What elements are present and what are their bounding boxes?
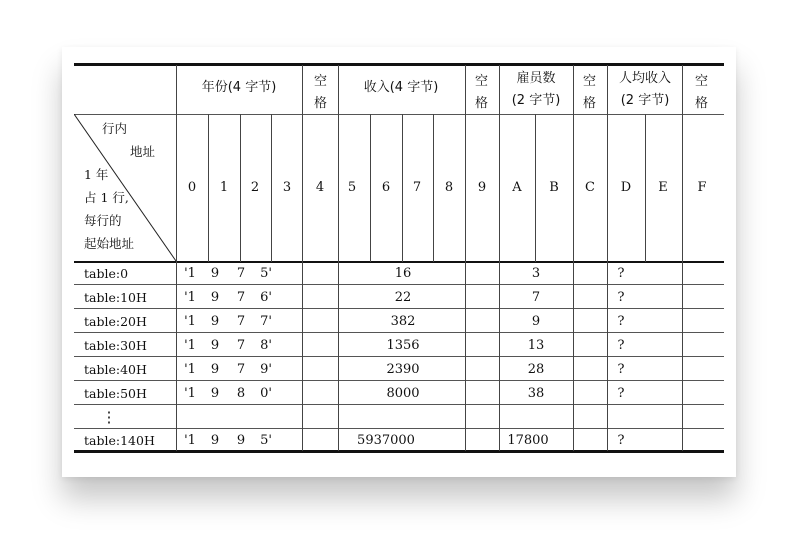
corner-label-per-row: 占 1 行, xyxy=(84,190,129,205)
per-capita-value: ? xyxy=(617,433,625,448)
row-divider xyxy=(74,284,724,285)
column-divider xyxy=(645,114,646,262)
year-byte: 7 xyxy=(236,266,246,281)
column-divider xyxy=(573,65,574,451)
year-byte: 7 xyxy=(236,290,246,305)
space-header-2: 空格 xyxy=(475,74,489,111)
column-divider xyxy=(499,65,500,451)
per-capita-value: ? xyxy=(617,266,625,281)
row-address: table:20H xyxy=(84,314,147,329)
year-byte: '1 xyxy=(184,362,196,377)
year-byte: '1 xyxy=(184,290,196,305)
year-byte: 7 xyxy=(236,338,246,353)
column-divider xyxy=(370,114,371,262)
corner-label-each-row: 每行的 xyxy=(84,213,122,228)
income-value: 382 xyxy=(390,314,416,329)
column-divider xyxy=(208,114,209,262)
year-byte: '1 xyxy=(184,386,196,401)
byte-index: 6 xyxy=(381,180,391,195)
byte-index: B xyxy=(549,180,559,195)
row-address: table:0 xyxy=(84,266,129,281)
year-byte: 9 xyxy=(210,266,220,281)
space-header-3: 空格 xyxy=(583,74,597,111)
per-capita-value: ? xyxy=(617,338,625,353)
employees-value: 17800 xyxy=(507,433,549,448)
year-byte: 9 xyxy=(210,338,220,353)
income-value: 8000 xyxy=(386,386,420,401)
per-capita-header-line1: 人均收入 xyxy=(618,71,672,86)
per-capita-value: ? xyxy=(617,314,625,329)
year-byte: 5' xyxy=(260,433,272,448)
column-divider xyxy=(402,114,403,262)
byte-index: 3 xyxy=(282,180,292,195)
corner-label-start-address: 起始地址 xyxy=(84,236,135,251)
row-divider xyxy=(74,332,724,333)
employees-value: 38 xyxy=(527,386,545,401)
year-byte: 8' xyxy=(260,338,272,353)
row-address: table:10H xyxy=(84,290,147,305)
column-divider xyxy=(682,65,683,451)
income-value: 5937000 xyxy=(357,433,415,448)
table-figure xyxy=(62,47,736,477)
year-byte: 6' xyxy=(260,290,272,305)
year-byte: 9 xyxy=(210,362,220,377)
column-divider xyxy=(433,114,434,262)
year-byte: 9 xyxy=(210,433,220,448)
year-byte: '1 xyxy=(184,433,196,448)
byte-index: 1 xyxy=(219,180,229,195)
year-byte: 9' xyxy=(260,362,272,377)
row-ellipsis: ⋮ xyxy=(101,408,117,426)
year-byte: 9 xyxy=(210,314,220,329)
income-value: 1356 xyxy=(386,338,420,353)
table-bottom-rule xyxy=(74,450,724,453)
employees-value: 13 xyxy=(527,338,545,353)
corner-label-offset: 行内 xyxy=(102,121,128,136)
byte-index: A xyxy=(512,180,522,195)
income-value: 2390 xyxy=(386,362,420,377)
employees-value: 3 xyxy=(531,266,541,281)
year-byte: 0' xyxy=(260,386,272,401)
byte-index: C xyxy=(585,180,595,195)
row-divider xyxy=(74,380,724,381)
byte-index: D xyxy=(620,180,632,195)
employees-value: 28 xyxy=(527,362,545,377)
income-value: 16 xyxy=(394,266,412,281)
employees-header-line2: (2 字节) xyxy=(511,93,561,108)
per-capita-header-line2: (2 字节) xyxy=(620,93,670,108)
row-divider xyxy=(74,404,724,405)
row-address: table:40H xyxy=(84,362,147,377)
year-byte: 9 xyxy=(210,290,220,305)
employees-value: 7 xyxy=(531,290,541,305)
byte-index: 7 xyxy=(412,180,422,195)
per-capita-value: ? xyxy=(617,290,625,305)
column-divider xyxy=(302,65,303,451)
year-byte: '1 xyxy=(184,338,196,353)
year-byte: 5' xyxy=(260,266,272,281)
table-top-rule xyxy=(74,63,724,66)
year-byte: 7' xyxy=(260,314,272,329)
year-byte: '1 xyxy=(184,266,196,281)
byte-index: 5 xyxy=(347,180,357,195)
byte-index: 2 xyxy=(250,180,260,195)
per-capita-value: ? xyxy=(617,362,625,377)
year-group-header: 年份(4 字节) xyxy=(201,80,277,95)
column-divider xyxy=(240,114,241,262)
column-divider xyxy=(465,65,466,451)
income-group-header: 收入(4 字节) xyxy=(363,80,439,95)
row-address: table:50H xyxy=(84,386,147,401)
year-byte: 8 xyxy=(236,386,246,401)
row-address: table:140H xyxy=(84,433,155,448)
corner-label-year: 1 年 xyxy=(84,167,109,182)
byte-index: 8 xyxy=(444,180,454,195)
row-divider xyxy=(74,308,724,309)
row-divider xyxy=(74,428,724,429)
year-byte: 9 xyxy=(236,433,246,448)
employees-header-line1: 雇员数 xyxy=(516,71,556,86)
byte-index: E xyxy=(658,180,668,195)
employees-value: 9 xyxy=(531,314,541,329)
income-value: 22 xyxy=(394,290,412,305)
byte-index: 4 xyxy=(315,180,325,195)
byte-index: 0 xyxy=(187,180,197,195)
column-divider xyxy=(271,114,272,262)
year-byte: 9 xyxy=(210,386,220,401)
year-byte: 7 xyxy=(236,362,246,377)
byte-index: 9 xyxy=(477,180,487,195)
column-divider xyxy=(338,65,339,451)
corner-label-address: 地址 xyxy=(130,144,156,159)
space-header-4: 空格 xyxy=(695,74,709,111)
row-divider xyxy=(74,356,724,357)
byte-index: F xyxy=(697,180,707,195)
per-capita-value: ? xyxy=(617,386,625,401)
row-address: table:30H xyxy=(84,338,147,353)
space-header-1: 空格 xyxy=(314,74,328,111)
column-divider xyxy=(535,114,536,262)
year-byte: 7 xyxy=(236,314,246,329)
year-byte: '1 xyxy=(184,314,196,329)
column-divider xyxy=(607,65,608,451)
